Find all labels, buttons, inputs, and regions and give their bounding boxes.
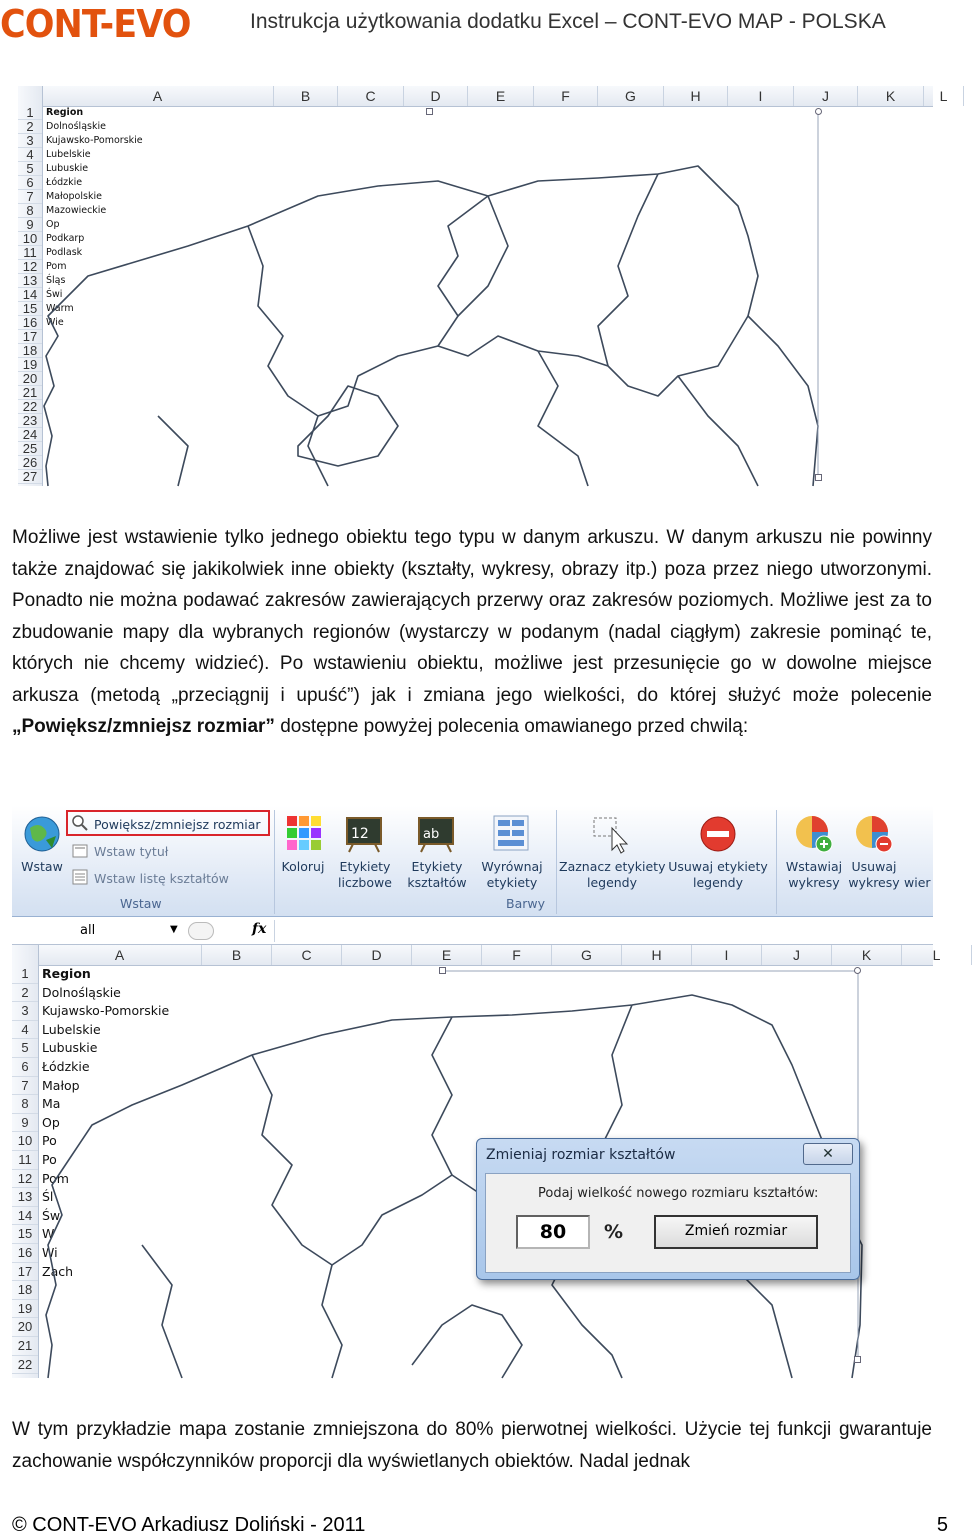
row-header[interactable]: 17 xyxy=(12,1263,38,1282)
row-header[interactable]: 18 xyxy=(12,1281,38,1300)
cell-region-name[interactable]: Wie xyxy=(46,317,64,328)
align-labels-button-line2[interactable]: etykiety xyxy=(486,875,538,890)
row-header[interactable]: 4 xyxy=(12,1021,38,1040)
cell-region-name[interactable]: Świ xyxy=(46,289,63,300)
resize-shapes-dialog xyxy=(476,1138,860,1280)
shape-labels-icon xyxy=(417,814,457,854)
cell-region-name[interactable]: Łódzkie xyxy=(46,177,83,188)
row-header[interactable]: 21 xyxy=(18,386,42,400)
column-header[interactable]: B xyxy=(274,86,338,106)
cell-region-name[interactable]: Mazowieckie xyxy=(46,205,107,216)
cell-region-name[interactable]: Kujawsko-Pomorskie xyxy=(46,135,143,146)
insert-title-button[interactable]: Wstaw tytuł xyxy=(94,844,169,859)
row-header[interactable]: 15 xyxy=(12,1225,38,1244)
add-chart-icon xyxy=(794,814,834,854)
row-header[interactable]: 20 xyxy=(12,1318,38,1337)
resize-button[interactable]: Powiększ/zmniejsz rozmiar xyxy=(94,817,261,832)
cell-region-name[interactable]: Po xyxy=(42,1152,57,1167)
row-header[interactable]: 24 xyxy=(18,428,42,442)
select-legend-labels-line2[interactable]: legendy xyxy=(586,875,638,890)
cell-region-name[interactable]: Wi xyxy=(42,1245,58,1260)
column-header[interactable]: J xyxy=(794,86,858,106)
resize-confirm-button[interactable]: Zmień rozmiar xyxy=(654,1215,818,1249)
remove-legend-labels-line1[interactable]: Usuwaj etykiety xyxy=(668,859,768,874)
row-header[interactable]: 18 xyxy=(18,344,42,358)
cell-region-name[interactable]: Region xyxy=(46,107,84,118)
row-header[interactable]: 15 xyxy=(18,302,42,316)
column-header[interactable]: B xyxy=(202,945,272,965)
cell-region-name[interactable]: Św xyxy=(42,1207,61,1223)
row-header[interactable]: 8 xyxy=(12,1095,38,1114)
list-icon xyxy=(72,869,88,885)
body-paragraph-1 xyxy=(12,522,932,743)
cell-region-name[interactable]: Podlask xyxy=(46,247,83,258)
insert-charts-line1[interactable]: Wstawiaj xyxy=(785,859,843,874)
paragraph-text-end: dostępne powyżej polecenia omawianego przed chwilą: xyxy=(274,716,749,737)
cell-region-name[interactable]: Dolnośląskie xyxy=(42,984,121,1000)
circle-icon xyxy=(188,922,214,940)
excel-sheet-top xyxy=(18,86,948,486)
column-header[interactable]: F xyxy=(534,86,598,106)
group-separator xyxy=(556,810,557,914)
row-header[interactable]: 2 xyxy=(12,984,38,1003)
row-header[interactable]: 9 xyxy=(18,218,42,232)
number-labels-button-line1[interactable]: Etykiety xyxy=(339,859,391,874)
row-header[interactable]: 19 xyxy=(18,358,42,372)
icon-number-text: 12 xyxy=(351,826,369,842)
cell-region-name[interactable]: Małop xyxy=(42,1077,80,1093)
group-label-barwy: Barwy xyxy=(506,896,545,911)
column-header[interactable]: I xyxy=(692,945,762,965)
row-header[interactable]: 5 xyxy=(18,162,42,176)
shape-labels-button-line2[interactable]: kształtów xyxy=(407,875,467,890)
row-header[interactable]: 17 xyxy=(18,330,42,344)
cell-region-name[interactable]: Warm xyxy=(46,303,74,314)
paragraph-text: Możliwe jest wstawienie tylko jednego obiektu tego typu w danym arkuszu. W danym arkuszu nie powinny także znajdować się jakikolwiek inne obiekty (kształty, wykresy, obrazy itp.) poza przez niego utworzonymi. Ponadto nie można podawać zakresów zawierających przerwy oraz zakresów poziomych. Możliwe jest za to zbudowanie mapy dla wybranych regionów (wystarczy w podanym (nadal ciągłym) zakresie pominąć te, których nie chcemy widzieć). Po wstawieniu obiektu, możliwe jest przesunięcie go w dowolne miejsce arkusza (metodą „przeciągnij i upuść”) jak i zmiana jego wielkości, do której służyć może polecenie xyxy=(12,527,932,706)
resize-handle[interactable] xyxy=(815,108,822,115)
remove-icon xyxy=(698,814,738,854)
magnifier-icon xyxy=(72,815,88,831)
row-header[interactable]: 7 xyxy=(18,190,42,204)
cell-region-name[interactable]: Ma xyxy=(42,1096,61,1112)
remove-legend-labels-line2[interactable]: legendy xyxy=(692,875,744,890)
resize-handle[interactable] xyxy=(854,967,861,974)
globe-insert-icon xyxy=(22,814,62,854)
column-header[interactable]: C xyxy=(338,86,404,106)
row-header[interactable]: 22 xyxy=(12,1356,38,1375)
row-header[interactable]: 3 xyxy=(18,134,42,148)
dialog-title: Zmieniaj rozmiar kształtów xyxy=(486,1147,676,1163)
column-header[interactable]: G xyxy=(598,86,664,106)
column-header[interactable]: L xyxy=(924,86,964,106)
formula-input[interactable] xyxy=(274,920,933,942)
column-header[interactable]: D xyxy=(342,945,412,965)
cell-region-name[interactable]: Pom xyxy=(46,261,67,272)
row-header[interactable]: 7 xyxy=(12,1077,38,1096)
resize-handle[interactable] xyxy=(426,108,433,115)
cell-region-name[interactable]: Op xyxy=(46,219,60,230)
remove-charts-line2[interactable]: wykresy xyxy=(848,875,900,890)
document-header-title: Instrukcja użytkowania dodatku Excel – CONT-EVO MAP - POLSKA xyxy=(250,10,886,33)
column-header[interactable]: C xyxy=(272,945,342,965)
row-header[interactable]: 9 xyxy=(12,1114,38,1133)
align-labels-icon xyxy=(492,814,532,854)
group-label-wstaw: Wstaw xyxy=(120,896,162,911)
group-separator xyxy=(274,810,275,914)
row-header[interactable]: 10 xyxy=(12,1132,38,1151)
row-header[interactable]: 3 xyxy=(12,1002,38,1021)
column-header[interactable]: A xyxy=(42,86,274,106)
title-icon xyxy=(72,843,88,859)
cont-evo-logo: CONT-EVO xyxy=(0,2,191,46)
excel-ribbon xyxy=(12,806,933,917)
row-header[interactable]: 1 xyxy=(18,106,42,120)
group-separator xyxy=(776,810,777,914)
row-header[interactable]: 20 xyxy=(18,372,42,386)
dropdown-arrow-icon[interactable]: ▼ xyxy=(170,924,178,935)
row-header[interactable]: 12 xyxy=(18,260,42,274)
cell-region-name[interactable]: Lubuskie xyxy=(46,163,89,174)
column-header[interactable]: L xyxy=(902,945,972,965)
close-icon[interactable]: ✕ xyxy=(803,1143,853,1165)
color-button[interactable]: Koloruj xyxy=(281,859,325,874)
remove-charts-line1[interactable]: Usuwaj xyxy=(851,859,897,874)
row-header[interactable]: 14 xyxy=(18,288,42,302)
cell-region-name[interactable]: Śl xyxy=(42,1189,54,1205)
percent-sign: % xyxy=(604,1221,624,1243)
cell-region-name[interactable]: Pom xyxy=(42,1170,69,1186)
resize-handle[interactable] xyxy=(815,474,822,481)
icon-ab-text: ab xyxy=(423,827,440,842)
cell-region-name[interactable]: Po xyxy=(42,1133,57,1149)
formula-bar xyxy=(12,918,933,945)
row-header[interactable]: 27 xyxy=(18,470,42,484)
cell-region-name[interactable]: Podkarp xyxy=(46,233,85,244)
column-header[interactable]: F xyxy=(482,945,552,965)
cell-region-name[interactable]: Lubelskie xyxy=(42,1021,101,1037)
cell-region-name[interactable]: Dolnośląskie xyxy=(46,121,106,132)
select-cursor-icon xyxy=(592,814,632,854)
cell-region-name[interactable]: Op xyxy=(42,1114,60,1130)
poland-map-shapes[interactable] xyxy=(18,86,933,486)
column-header[interactable]: A xyxy=(38,945,202,965)
resize-handle[interactable] xyxy=(439,967,446,974)
column-header[interactable]: E xyxy=(468,86,534,106)
row-header[interactable]: 14 xyxy=(12,1207,38,1226)
row-header[interactable]: 6 xyxy=(12,1058,38,1077)
cell-region-name[interactable]: Śląs xyxy=(46,275,66,286)
cell-region-name[interactable]: Lubuskie xyxy=(42,1040,98,1056)
shape-labels-button-line1[interactable]: Etykiety xyxy=(411,859,463,874)
row-header[interactable]: 11 xyxy=(18,246,42,260)
fx-icon[interactable]: fx xyxy=(252,921,267,937)
row-header[interactable]: 23 xyxy=(18,414,42,428)
select-legend-labels-line1[interactable]: Zaznacz etykiety xyxy=(559,859,666,874)
row-header[interactable]: 5 xyxy=(12,1039,38,1058)
name-box[interactable]: all xyxy=(80,923,96,938)
insert-shapes-list-button[interactable]: Wstaw listę kształtów xyxy=(94,871,229,886)
cell-region-name[interactable]: Lubelskie xyxy=(46,149,91,160)
cell-region-name[interactable]: Łódzkie xyxy=(42,1059,90,1074)
column-header[interactable]: G xyxy=(552,945,622,965)
row-header[interactable]: 25 xyxy=(18,442,42,456)
column-header[interactable]: H xyxy=(664,86,728,106)
remove-chart-icon xyxy=(854,814,894,854)
row-header[interactable]: 19 xyxy=(12,1300,38,1319)
column-header[interactable]: H xyxy=(622,945,692,965)
cell-region-name[interactable]: Małopolskie xyxy=(46,191,102,202)
row-header[interactable]: 10 xyxy=(18,232,42,246)
body-paragraph-2: W tym przykładzie mapa zostanie zmniejszona do 80% pierwotnej wielkości. Użycie tej funkcji gwarantuje zachowanie współczynników proporcji dla wyświetlanych obiektów. Nadal jednak xyxy=(12,1419,932,1472)
dialog-prompt: Podaj wielkość nowego rozmiaru kształtów: xyxy=(538,1186,819,1201)
column-header[interactable]: J xyxy=(762,945,832,965)
row-header[interactable]: 22 xyxy=(18,400,42,414)
cell-region-name[interactable]: Zach xyxy=(42,1263,74,1279)
column-header[interactable]: D xyxy=(404,86,468,106)
insert-charts-line2[interactable]: wykresy xyxy=(788,875,840,890)
row-header[interactable]: 4 xyxy=(18,148,42,162)
page-number: 5 xyxy=(936,1514,948,1536)
column-header[interactable]: K xyxy=(832,945,902,965)
paragraph-bold-command: „Powiększ/zmniejsz rozmiar” xyxy=(12,716,275,737)
align-labels-button-line1[interactable]: Wyrównaj xyxy=(481,859,543,874)
size-percent-input[interactable]: 80 xyxy=(516,1215,590,1249)
footer-copyright: © CONT-EVO Arkadiusz Doliński - 2011 xyxy=(12,1514,366,1536)
row-header[interactable]: 13 xyxy=(18,274,42,288)
row-header[interactable]: 6 xyxy=(18,176,42,190)
column-header[interactable]: I xyxy=(728,86,794,106)
cell-region-name[interactable]: Kujawsko-Pomorskie xyxy=(42,1003,170,1019)
row-header[interactable]: 8 xyxy=(18,204,42,218)
column-header[interactable]: E xyxy=(412,945,482,965)
cell-region-name[interactable]: W xyxy=(42,1226,55,1242)
insert-button[interactable]: Wstaw xyxy=(21,859,63,874)
resize-handle[interactable] xyxy=(854,1356,861,1363)
color-grid-icon xyxy=(285,814,323,852)
dialog-body xyxy=(485,1173,851,1273)
row-header[interactable]: 16 xyxy=(12,1244,38,1263)
row-header[interactable]: 12 xyxy=(12,1170,38,1189)
cell-region-name[interactable]: Region xyxy=(42,966,91,981)
number-labels-button-line2[interactable]: liczbowe xyxy=(338,875,392,890)
number-labels-icon xyxy=(345,814,385,854)
row-header[interactable]: 13 xyxy=(12,1188,38,1207)
row-header[interactable]: 1 xyxy=(12,965,38,984)
column-header[interactable]: K xyxy=(858,86,924,106)
row-header[interactable]: 26 xyxy=(18,456,42,470)
row-header[interactable]: 21 xyxy=(12,1337,38,1356)
row-header[interactable]: 16 xyxy=(18,316,42,330)
row-header[interactable]: 11 xyxy=(12,1151,38,1170)
row-header[interactable]: 2 xyxy=(18,120,42,134)
truncated-label[interactable]: wier xyxy=(904,875,931,890)
